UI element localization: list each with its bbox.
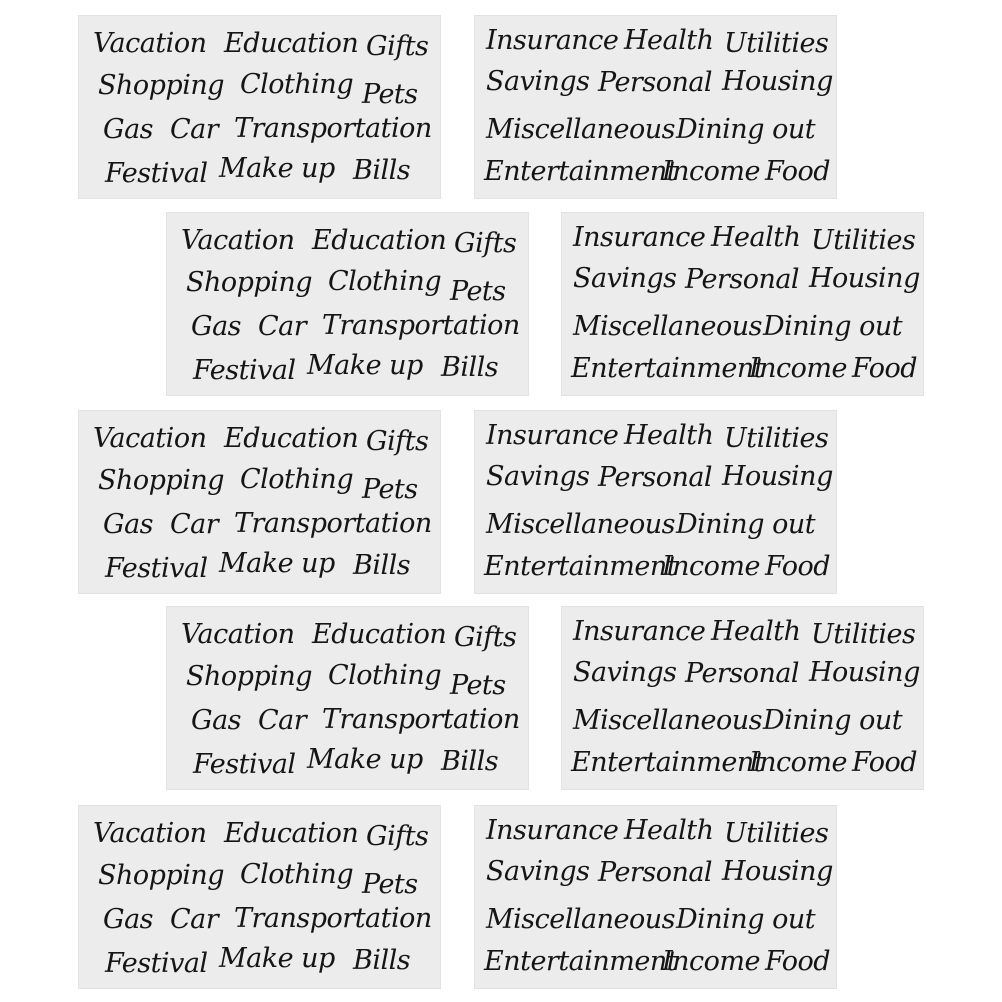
label-income: Income <box>662 551 761 582</box>
label-vacation: Vacation <box>93 423 207 454</box>
label-dining-out: Dining out <box>676 114 816 145</box>
label-utilities: Utilities <box>724 28 829 59</box>
label-income: Income <box>662 156 761 187</box>
label-savings: Savings <box>486 461 590 492</box>
label-miscellaneous: Miscellaneous <box>486 904 675 935</box>
label-food: Food <box>765 946 831 977</box>
label-insurance: Insurance <box>486 420 619 451</box>
label-transportation: Transportation <box>234 113 432 144</box>
sticker-sheet-a <box>78 805 441 989</box>
label-savings: Savings <box>573 657 677 688</box>
label-education: Education <box>224 28 359 59</box>
label-food: Food <box>852 353 918 384</box>
label-education: Education <box>224 423 359 454</box>
label-insurance: Insurance <box>573 616 706 647</box>
label-entertainment: Entertainment <box>571 747 765 778</box>
label-insurance: Insurance <box>486 815 619 846</box>
label-car: Car <box>258 311 307 342</box>
label-health: Health <box>711 616 801 647</box>
label-shopping: Shopping <box>98 70 225 101</box>
label-entertainment: Entertainment <box>484 946 678 977</box>
label-education: Education <box>224 818 359 849</box>
label-personal: Personal <box>685 264 800 295</box>
label-festival: Festival <box>193 749 296 780</box>
label-housing: Housing <box>809 263 920 294</box>
label-make-up: Make up <box>307 744 423 775</box>
label-insurance: Insurance <box>573 222 706 253</box>
label-clothing: Clothing <box>328 660 442 691</box>
label-shopping: Shopping <box>186 267 313 298</box>
label-education: Education <box>312 619 447 650</box>
label-car: Car <box>258 705 307 736</box>
label-festival: Festival <box>105 948 208 979</box>
label-shopping: Shopping <box>98 860 225 891</box>
label-education: Education <box>312 225 447 256</box>
label-transportation: Transportation <box>322 704 520 735</box>
label-make-up: Make up <box>219 548 335 579</box>
label-bills: Bills <box>441 352 499 383</box>
label-entertainment: Entertainment <box>484 551 678 582</box>
label-transportation: Transportation <box>234 903 432 934</box>
sticker-sheet-a <box>78 410 441 594</box>
sticker-sheet-a <box>166 212 529 396</box>
label-vacation: Vacation <box>93 28 207 59</box>
label-pets: Pets <box>362 474 418 505</box>
label-make-up: Make up <box>219 943 335 974</box>
label-entertainment: Entertainment <box>484 156 678 187</box>
label-miscellaneous: Miscellaneous <box>486 114 675 145</box>
label-personal: Personal <box>598 857 713 888</box>
label-bills: Bills <box>353 945 411 976</box>
label-utilities: Utilities <box>811 619 916 650</box>
label-gas: Gas <box>103 904 154 935</box>
sticker-sheet-a <box>166 606 529 790</box>
label-savings: Savings <box>573 263 677 294</box>
label-gifts: Gifts <box>454 622 517 653</box>
label-health: Health <box>624 815 714 846</box>
label-bills: Bills <box>353 550 411 581</box>
label-gifts: Gifts <box>366 821 429 852</box>
label-festival: Festival <box>193 355 296 386</box>
sticker-sheet-b <box>561 212 924 396</box>
label-shopping: Shopping <box>98 465 225 496</box>
label-income: Income <box>749 747 848 778</box>
sticker-sheet-b <box>474 410 837 594</box>
label-pets: Pets <box>450 670 506 701</box>
label-make-up: Make up <box>219 153 335 184</box>
label-housing: Housing <box>722 856 833 887</box>
sticker-sheet-b <box>561 606 924 790</box>
label-pets: Pets <box>362 869 418 900</box>
label-dining-out: Dining out <box>676 904 816 935</box>
label-housing: Housing <box>722 66 833 97</box>
label-dining-out: Dining out <box>763 311 903 342</box>
label-income: Income <box>749 353 848 384</box>
label-car: Car <box>170 114 219 145</box>
label-personal: Personal <box>598 462 713 493</box>
label-utilities: Utilities <box>724 818 829 849</box>
label-transportation: Transportation <box>322 310 520 341</box>
sticker-sheet-b <box>474 805 837 989</box>
label-utilities: Utilities <box>724 423 829 454</box>
label-savings: Savings <box>486 856 590 887</box>
label-income: Income <box>662 946 761 977</box>
label-gas: Gas <box>103 509 154 540</box>
label-insurance: Insurance <box>486 25 619 56</box>
label-vacation: Vacation <box>181 619 295 650</box>
label-clothing: Clothing <box>328 266 442 297</box>
label-clothing: Clothing <box>240 859 354 890</box>
label-make-up: Make up <box>307 350 423 381</box>
label-personal: Personal <box>685 658 800 689</box>
label-dining-out: Dining out <box>676 509 816 540</box>
label-pets: Pets <box>450 276 506 307</box>
label-car: Car <box>170 509 219 540</box>
label-vacation: Vacation <box>181 225 295 256</box>
label-entertainment: Entertainment <box>571 353 765 384</box>
label-miscellaneous: Miscellaneous <box>573 311 762 342</box>
label-clothing: Clothing <box>240 464 354 495</box>
label-vacation: Vacation <box>93 818 207 849</box>
label-gas: Gas <box>191 311 242 342</box>
label-gas: Gas <box>191 705 242 736</box>
label-health: Health <box>711 222 801 253</box>
label-health: Health <box>624 25 714 56</box>
label-gifts: Gifts <box>366 31 429 62</box>
label-miscellaneous: Miscellaneous <box>573 705 762 736</box>
label-food: Food <box>765 156 831 187</box>
label-shopping: Shopping <box>186 661 313 692</box>
label-food: Food <box>852 747 918 778</box>
label-transportation: Transportation <box>234 508 432 539</box>
label-pets: Pets <box>362 79 418 110</box>
label-bills: Bills <box>353 155 411 186</box>
label-utilities: Utilities <box>811 225 916 256</box>
label-dining-out: Dining out <box>763 705 903 736</box>
label-clothing: Clothing <box>240 69 354 100</box>
label-bills: Bills <box>441 746 499 777</box>
sticker-sheet-a <box>78 15 441 199</box>
label-festival: Festival <box>105 158 208 189</box>
label-housing: Housing <box>722 461 833 492</box>
label-health: Health <box>624 420 714 451</box>
label-housing: Housing <box>809 657 920 688</box>
label-personal: Personal <box>598 67 713 98</box>
label-gas: Gas <box>103 114 154 145</box>
label-food: Food <box>765 551 831 582</box>
label-miscellaneous: Miscellaneous <box>486 509 675 540</box>
label-car: Car <box>170 904 219 935</box>
label-festival: Festival <box>105 553 208 584</box>
sticker-sheet-b <box>474 15 837 199</box>
label-gifts: Gifts <box>366 426 429 457</box>
label-gifts: Gifts <box>454 228 517 259</box>
label-savings: Savings <box>486 66 590 97</box>
